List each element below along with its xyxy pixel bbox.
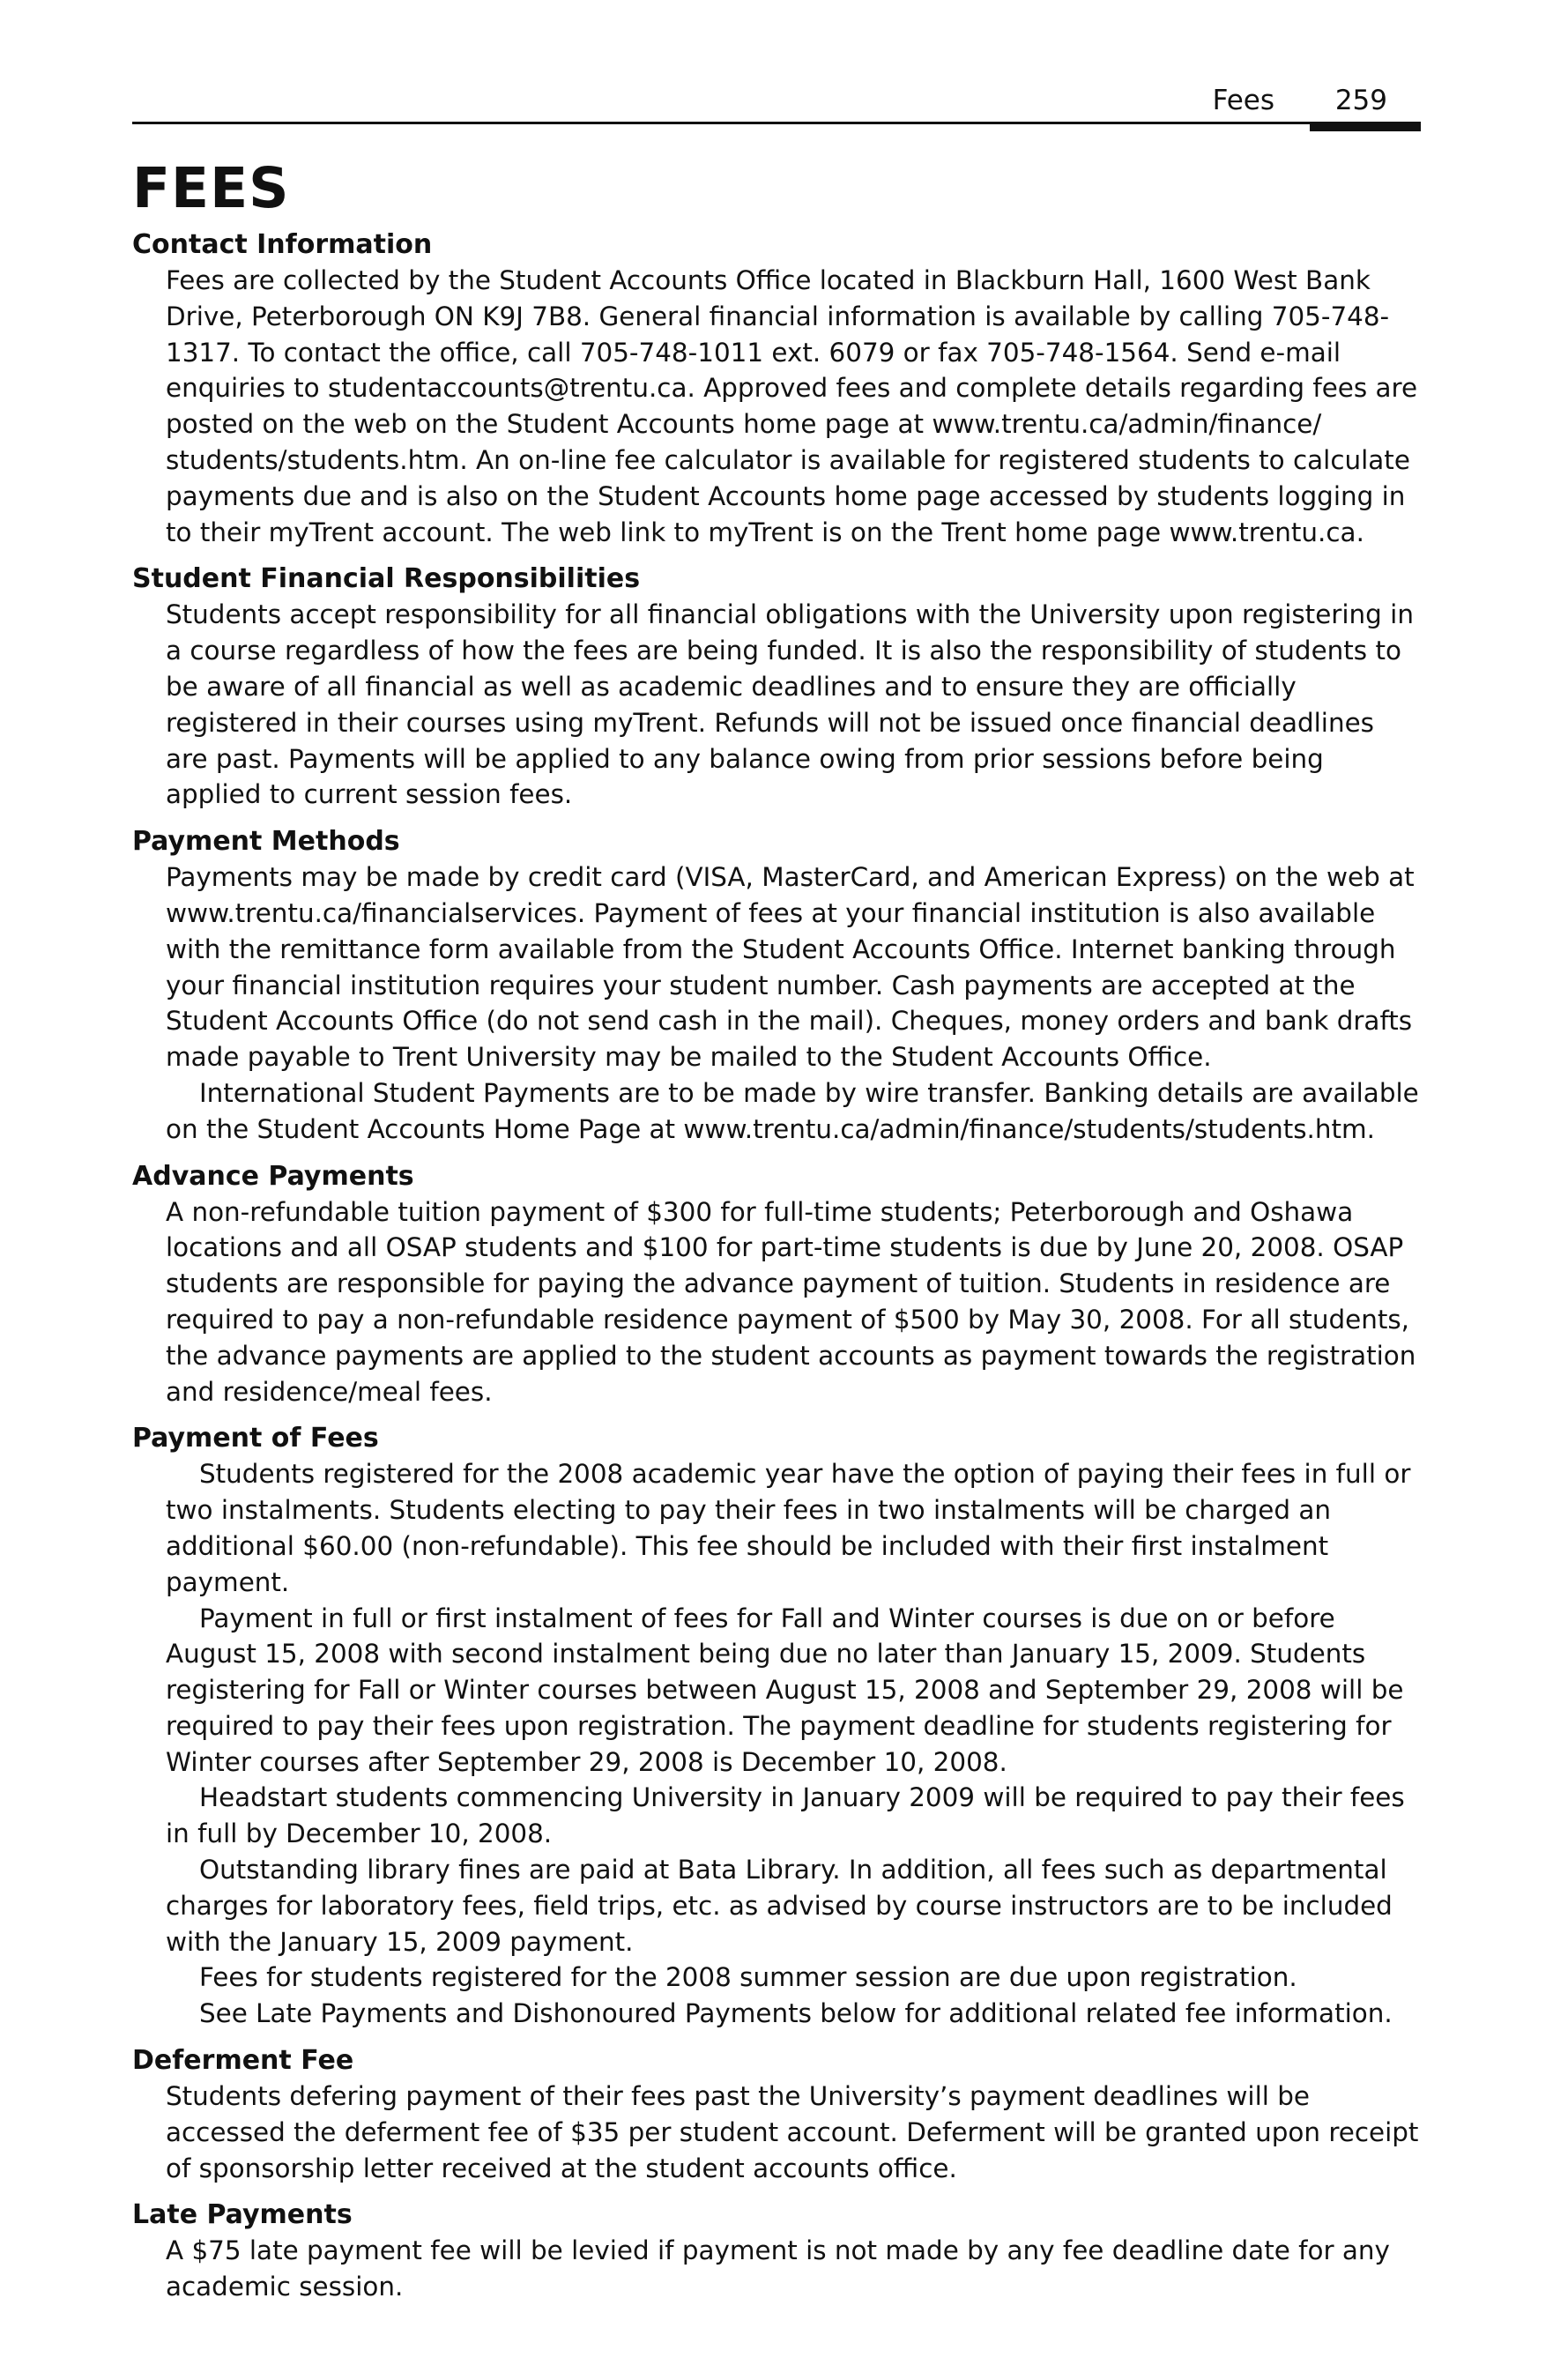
header-rule — [132, 122, 1421, 124]
section-paragraph: A non-refundable tuition payment of $300 for full-time students; Peterborough and Oshawa locations and all OSAP students and $100 for part-time students is due by June 20, 2008. OSAP students are responsible for paying the advance payment of tuition. Students in residence are required to pay a non-refundable residence payment of $500 by May 30, 2008. For all students, the advance payments are applied to the student accounts as payment towards the registration and residence/meal fees. — [166, 1196, 1416, 1407]
section-heading: Late Payments — [132, 2199, 353, 2231]
section-heading: Deferment Fee — [132, 2045, 354, 2077]
section-heading: Advance Payments — [132, 1160, 414, 1192]
header-tab-bar — [1310, 122, 1421, 131]
running-head-section: Fees — [1212, 85, 1274, 116]
section-heading: Payment Methods — [132, 826, 400, 858]
page-number: 259 — [1334, 85, 1387, 116]
section-heading: Contact Information — [132, 229, 433, 260]
section-payment-of-fees — [132, 1421, 1421, 2032]
section-paragraph: See Late Payments and Dishonoured Payments below for additional related fee information. — [199, 1998, 1393, 2029]
section-paragraph: Fees for students registered for the 2008 summer session are due upon registration. — [199, 1962, 1297, 1993]
section-paragraph: Headstart students commencing University in January 2009 will be required to pay their fees in full by December 10, 2008. — [166, 1782, 1405, 1849]
section-paragraph: International Student Payments are to be made by wire transfer. Banking details are available on the Student Accounts Home Page at www.trentu.ca/admin/finance/students/students.htm. — [166, 1077, 1419, 1144]
section-paragraph: Payments may be made by credit card (VISA, MasterCard, and American Express) on the web at www.trentu.ca/financialservices. Payment of fees at your financial institution is also available with the remittance form available from the Student Accounts Office. Internet banking through your financial institution requires your student number. Cash payments are accepted at the Student Accounts Office (do not send cash in the mail). Cheques, money orders and bank drafts made payable to Trent University may be mailed to the Student Accounts Office. — [166, 862, 1415, 1073]
section-paragraph: Payment in full or first instalment of fees for Fall and Winter courses is due on or before August 15, 2008 with second instalment being due no later than January 15, 2009. Students registering for Fall or Winter courses between August 15, 2008 and September 29, 2008 will be required to pay their fees upon registration. The payment deadline for students registering for Winter courses after September 29, 2008 is December 10, 2008. — [166, 1603, 1404, 1777]
section-heading: Student Financial Responsibilities — [132, 563, 641, 595]
page-content — [132, 227, 1421, 2317]
section-paragraph: Students registered for the 2008 academic year have the option of paying their fees in full or two instalments. Students electing to pay their fees in two instalments will be charged an additional $60.00 (non-refundable). This fee should be included with their first instalment payment. — [166, 1459, 1411, 1597]
section-payment-methods — [132, 824, 1421, 1147]
section-paragraph: A $75 late payment fee will be levied if payment is not made by any fee deadline date for any academic session. — [166, 2235, 1390, 2302]
section-paragraph: Students defering payment of their fees past the University’s payment deadlines will be accessed the deferment fee of $35 per student account. Deferment will be granted upon receipt of sponsorship letter received at the student accounts office. — [166, 2081, 1419, 2183]
section-heading: Payment of Fees — [132, 1423, 379, 1454]
section-deferment-fee — [132, 2043, 1421, 2186]
section-late-payments — [132, 2198, 1421, 2305]
section-paragraph: Students accept responsibility for all financial obligations with the University upon registering in a course regardless of how the fees are being funded. It is also the responsibility of students to be aware of all financial as well as academic deadlines and to ensure they are officially registered in their courses using myTrent. Refunds will not be issued once financial deadlines are past. Payments will be applied to any balance owing from prior sessions before being applied to current session fees. — [166, 599, 1414, 810]
page-title: FEES — [132, 156, 290, 220]
section-paragraph: Outstanding library fines are paid at Bata Library. In addition, all fees such as departmental charges for laboratory fees, field trips, etc. as advised by course instructors are to be included with the January 15, 2009 payment. — [166, 1855, 1393, 1957]
section-paragraph: Fees are collected by the Student Accounts Office located in Blackburn Hall, 1600 West Bank Drive, Peterborough ON K9J 7B8. General financial information is available by calling 705-748-1317. To contact the office, call 705-748-1011 ext. 6079 or fax 705-748-1564. Send e-mail enquiries to studentaccounts@trentu.ca. Approved fees and complete details regarding fees are posted on the web on the Student Accounts home page at www.trentu.ca/admin/finance/ students/students.htm. An on-line fee calculator is available for registered students to calculate payments due and is also on the Student Accounts home page accessed by students logging in to their myTrent account. The web link to myTrent is on the Trent home page www.trentu.ca. — [166, 265, 1418, 547]
section-student-financial-responsibilities — [132, 562, 1421, 813]
running-head — [132, 83, 1421, 127]
section-contact-information — [132, 227, 1421, 550]
section-advance-payments — [132, 1159, 1421, 1410]
